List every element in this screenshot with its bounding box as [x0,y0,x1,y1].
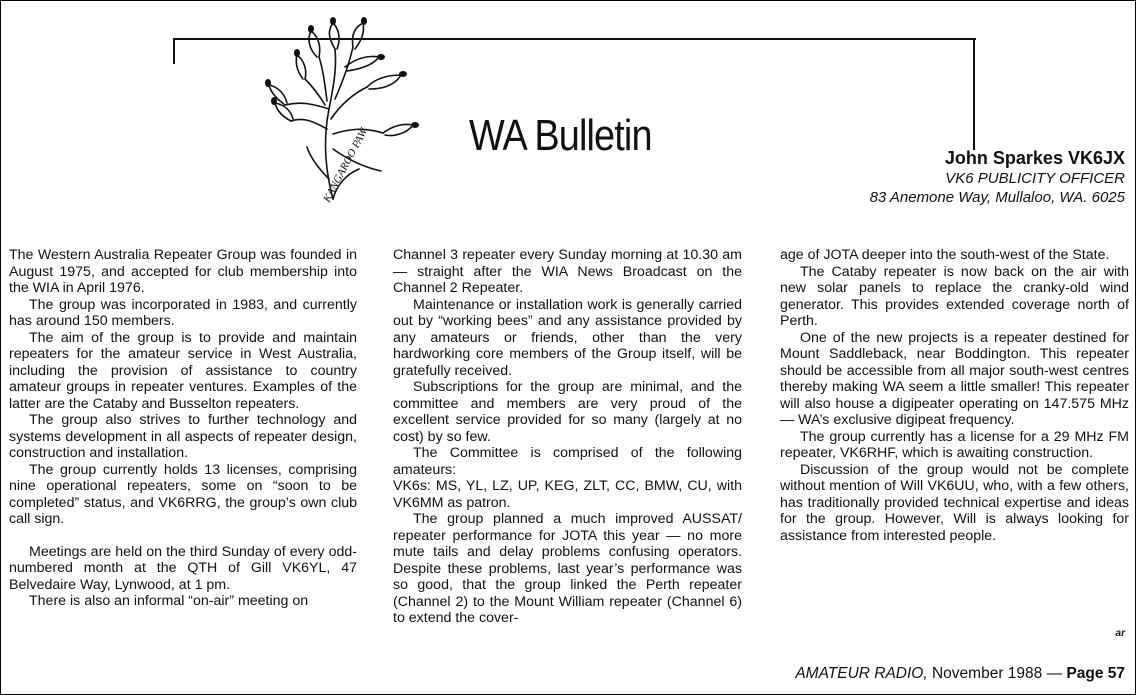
paragraph: The aim of the group is to provide and maintain repeaters for the amateur service in West Australia, including the provision of assistance to country amateur groups in repeater ventures. Examples of the latter are the Cataby and Busselton repeaters. [9,329,357,412]
text-column-3 [780,247,1129,544]
paragraph: The Western Australia Repeater Group was founded in August 1975, and accepted for club membership into the WIA in April 1976. [9,247,357,296]
page-footer [795,665,1125,683]
page-title: WA Bulletin [469,111,652,160]
text-column-1 [9,247,357,610]
paragraph: There is also an informal “on-air” meeting on [29,593,309,609]
paragraph: Maintenance or installation work is generally carried out by “working bees” and any assistance provided by any amateurs or friends, other than the very hardworking core members of the Group itself, will be gratefully received. [393,296,742,379]
footer-page-number: Page 57 [1066,665,1125,682]
author-block [870,147,1125,207]
text-column-2 [393,247,742,627]
paragraph: The group also strives to further technology and systems development in all aspects of repeater design, construction and installation. [9,412,357,461]
header-frame-right-rule [973,38,975,150]
author-name: John Sparkes VK6JX [944,148,1125,168]
kangaroo-paw-logo [263,9,423,209]
paragraph: One of the new projects is a repeater destined for Mount Saddleback, near Boddington. This repeater should be accessible from all major south-west centres thereby making WA seem a little smaller! This repeater will also house a digipeater operating on 147.575 MHz — WA’s exclusive digipeat frequency. [780,329,1129,428]
end-mark: ar [1115,628,1125,639]
paragraph: The Cataby repeater is now back on the air with new solar panels to replace the cranky-old wind generator. This provides extended coverage north of Perth. [780,263,1129,329]
author-role: VK6 PUBLICITY OFFICER [945,170,1125,187]
paragraph: The group was incorporated in 1983, and currently has around 150 members. [9,296,357,329]
paragraph: VK6s: MS, YL, LZ, UP, KEG, ZLT, CC, BMW, CU, with VK6MM as patron. [393,478,742,511]
paragraph: age of JOTA deeper into the south-west of the State. [780,247,1110,263]
paragraph: Channel 3 repeater every Sunday morning at 10.30 am — straight after the WIA News Broadcast on the Channel 2 Repeater. [393,247,742,296]
paragraph: Discussion of the group would not be complete without mention of Will VK6UU, who, with a few others, has traditionally provided technical expertise and ideas for the group. However, Will is always looking for assistance from interested people. [780,461,1129,544]
paragraph: The group currently has a license for a 29 MHz FM repeater, VK6RHF, which is awaiting construction. [780,428,1129,461]
paragraph: The group planned a much improved AUSSAT/ repeater performance for JOTA this year — no more mute tails and delay problems confusing operators. Despite these problems, last year’s performance was so good, that the group linked the Perth repeater (Channel 2) to the Mount William repeater (Channel 6) to extend the cover- [393,511,742,626]
paragraph: The Committee is comprised of the following amateurs: [393,445,742,478]
paragraph: The group currently holds 13 licenses, comprising nine operational repeaters, some on “soon to be completed” status, and VK6RRG, the group’s own club call sign. [9,461,357,527]
header-frame-left-rule [173,38,175,64]
logo-caption: KANGAROO PAW [321,126,371,205]
footer-issue: November 1988 — [927,665,1067,682]
paragraph: Subscriptions for the group are minimal, and the committee and members are very proud of the excellent service provided for so many (largely at no cost) by so few. [393,379,742,445]
paragraph: Meetings are held on the third Sunday of every odd-numbered month at the QTH of Gill VK6YL, 47 Belvedaire Way, Lynwood, at 1 pm. [9,543,357,593]
author-address: 83 Anemone Way, Mullaloo, WA. 6025 [869,189,1125,206]
footer-publication: AMATEUR RADIO, [795,665,928,682]
